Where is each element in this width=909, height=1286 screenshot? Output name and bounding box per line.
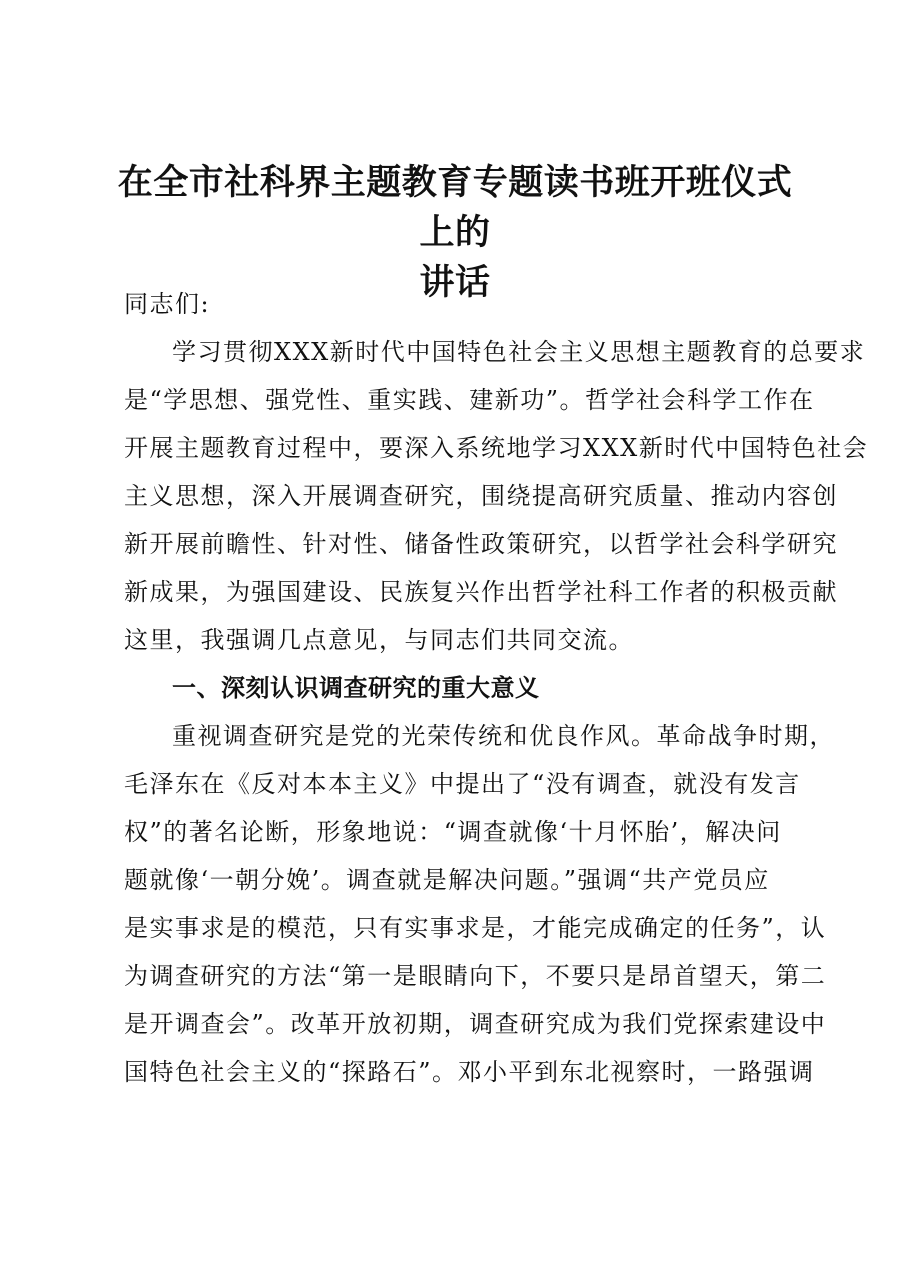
paragraph-2-line: 毛泽东在《反对本本主义》中提出了“没有调查，就没有发言 (124, 770, 801, 798)
paragraph-1-line: 是“学思想、强党性、重实践、建新功”。哲学社会科学工作在 (124, 386, 815, 414)
paragraph-1-line: 主义思想，深入开展调查研究，围绕提高研究质量、推动内容创 (124, 482, 838, 510)
paragraph-2-line: 为调查研究的方法“第一是眼睛向下，不要只是昂首望天，第二 (124, 962, 827, 990)
paragraph-2-line: 是开调查会”。改革开放初期，调查研究成为我们党探索建设中 (124, 1010, 827, 1038)
paragraph-2-line: 题就像‘一朝分娩’。调查就是解决问题。”强调“共产党员应 (124, 866, 770, 894)
greeting: 同志们: (124, 290, 211, 318)
paragraph-1-line: 新开展前瞻性、针对性、储备性政策研究，以哲学社会科学研究 (124, 530, 838, 558)
title-line-2: 讲话 (419, 262, 491, 303)
paragraph-1 (124, 328, 869, 664)
paragraph-2-line: 重视调查研究是党的光荣传统和优良作风。革命战争时期， (172, 722, 835, 750)
paragraph-2-line: 是实事求是的模范，只有实事求是，才能完成确定的任务”，认 (124, 914, 827, 942)
paragraph-1-line: 这里，我强调几点意见，与同志们共同交流。 (124, 626, 634, 654)
paragraph-1-line: 学习贯彻XXX新时代中国特色社会主义思想主题教育的总要求 (172, 338, 866, 366)
paragraph-2 (124, 712, 835, 1096)
document-body (124, 280, 869, 1096)
section-heading: 一、深刻认识调查研究的重大意义 (172, 674, 540, 702)
paragraph-2-line: 权”的著名论断，形象地说：“调查就像‘十月怀胎’，解决问 (124, 818, 782, 846)
paragraph-1-line: 新成果，为强国建设、民族复兴作出哲学社科工作者的积极贡献 (124, 578, 838, 606)
title-line-1: 在全市社科界主题教育专题读书班开班仪式上的 (117, 162, 793, 253)
paragraph-2-line: 国特色社会主义的“探路石”。邓小平到东北视察时，一路强调 (124, 1058, 815, 1086)
paragraph-1-line: 开展主题教育过程中，要深入系统地学习XXX新时代中国特色社会 (124, 434, 869, 462)
